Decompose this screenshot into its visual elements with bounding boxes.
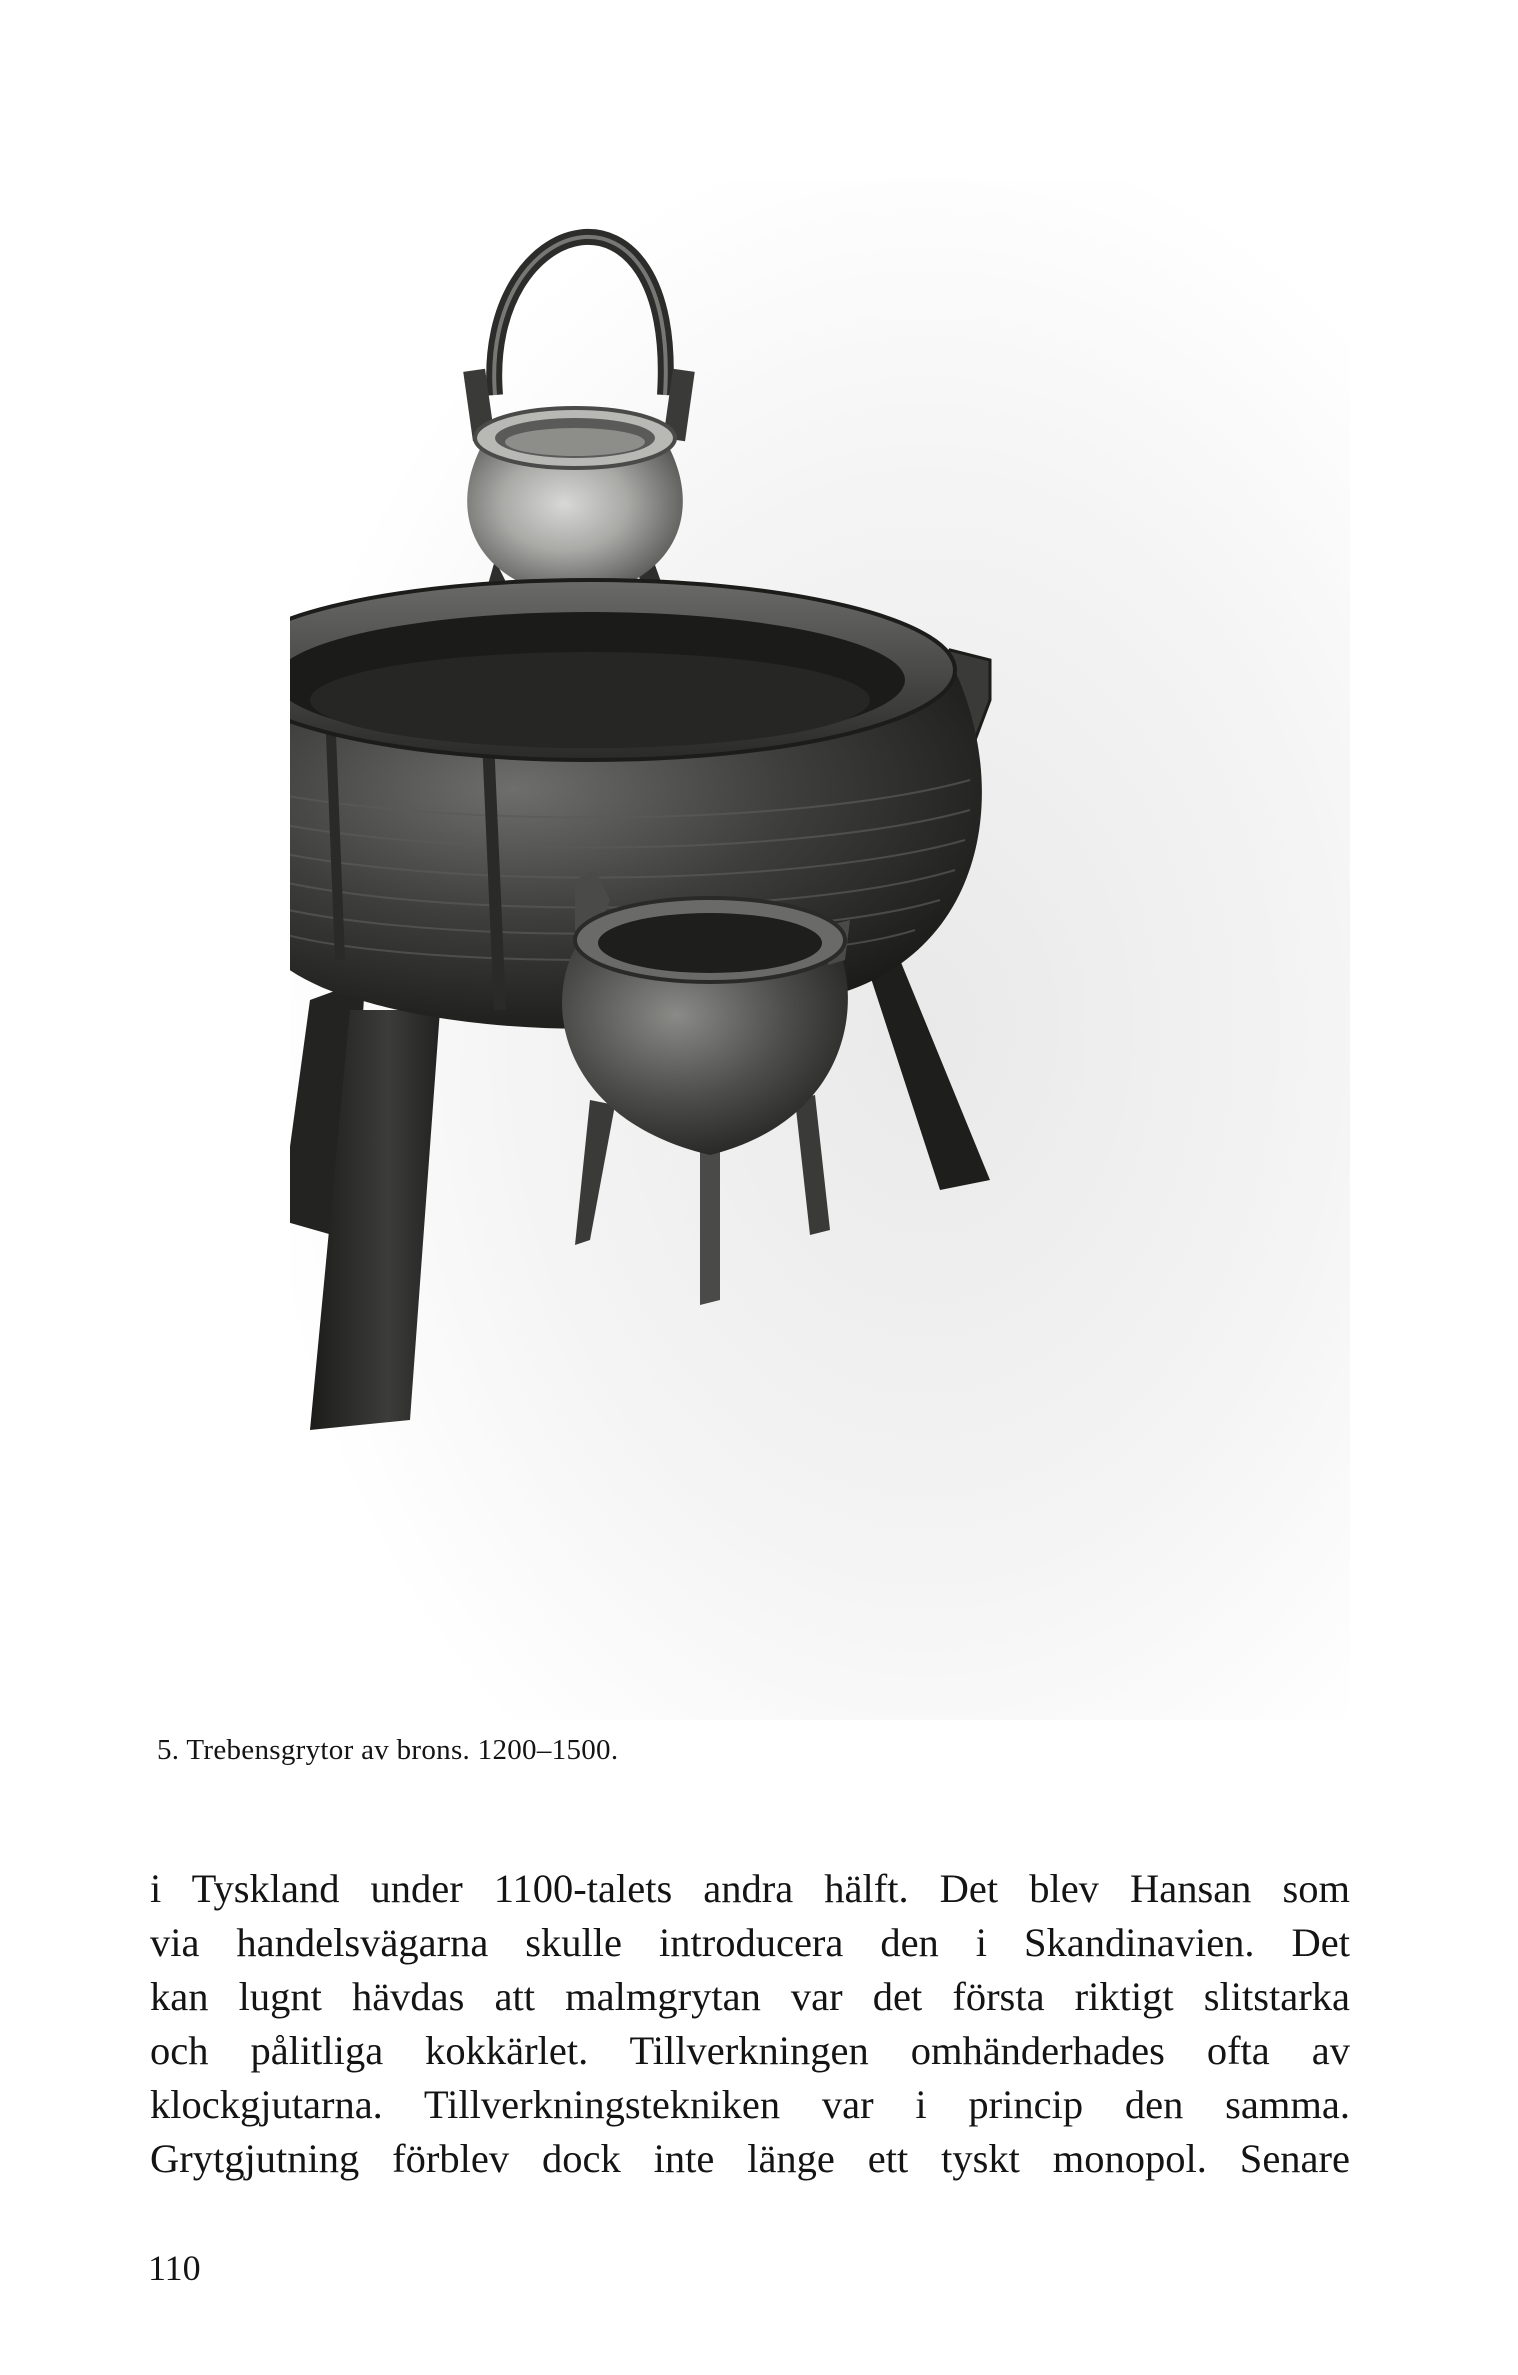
figure-caption: 5. Trebensgrytor av brons. 1200–1500. xyxy=(157,1734,619,1766)
body-paragraph xyxy=(150,1862,1350,2186)
body-line: i Tyskland under 1100-talets andra hälft. Det blev Hansan som xyxy=(150,1866,1350,1911)
page-number: 110 xyxy=(148,2248,201,2288)
body-line: Grytgjutning förblev dock inte länge ett tyskt monopol. Senare xyxy=(150,2136,1350,2181)
figure-photo xyxy=(290,180,1350,1720)
cauldron-photo-illustration xyxy=(290,180,1350,1720)
body-line: och pålitliga kokkärlet. Tillverkningen omhänderhades ofta av xyxy=(150,2028,1350,2073)
body-line: kan lugnt hävdas att malmgrytan var det första riktigt slitstarka xyxy=(150,1974,1350,2019)
body-line: via handelsvägarna skulle introducera den i Skandinavien. Det xyxy=(150,1920,1350,1965)
medium-cauldron xyxy=(562,870,850,1305)
body-line: klockgjutarna. Tillverkningstekniken var i princip den samma. xyxy=(150,2082,1350,2127)
